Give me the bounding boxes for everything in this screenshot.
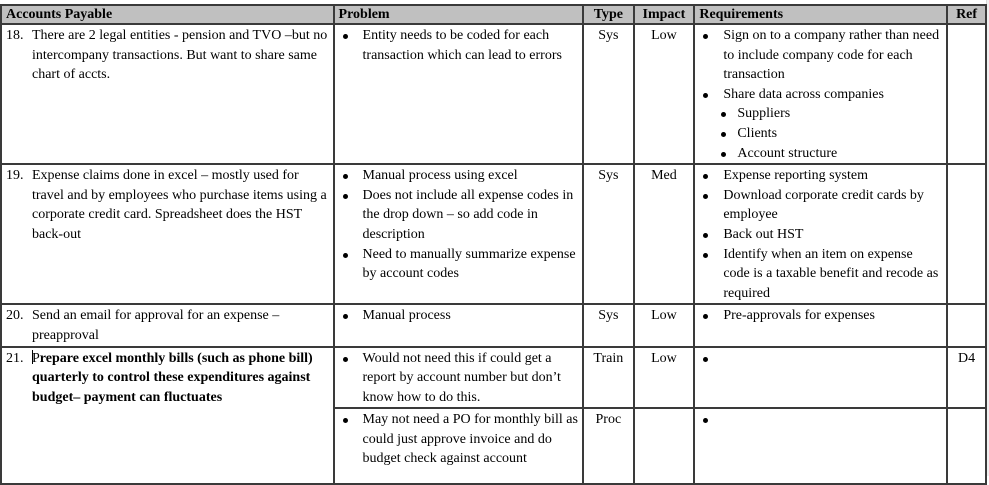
table-row-21	[1, 347, 986, 409]
cell-impact[interactable]: Low	[634, 304, 695, 346]
cell-ref[interactable]	[947, 408, 986, 484]
cell-impact[interactable]: Med	[634, 164, 695, 304]
requirement-bullet: Download corporate credit cards by employee	[699, 186, 942, 225]
cell-type[interactable]: Train	[583, 347, 633, 409]
item-number: 19.	[6, 168, 24, 184]
cell-accounts-payable[interactable]	[1, 304, 334, 346]
problem-bullet: Does not include all expense codes in the drop down – so add code in description	[339, 186, 579, 245]
cell-problem[interactable]	[334, 24, 584, 164]
cell-type[interactable]: Sys	[583, 164, 633, 304]
cell-type[interactable]: Sys	[583, 24, 633, 164]
requirement-bullet: Share data across companies	[699, 85, 942, 105]
cell-requirements[interactable]	[694, 304, 947, 346]
problem-bullet: Entity needs to be coded for each transaction which can lead to errors	[339, 26, 579, 65]
sub-requirement-bullet: Suppliers	[717, 104, 942, 124]
item-number: 20.	[6, 308, 24, 324]
header-row	[1, 5, 986, 24]
requirement-bullet: Expense reporting system	[699, 166, 942, 186]
cell-accounts-payable[interactable]	[1, 347, 334, 485]
header-accounts-payable: Accounts Payable	[1, 5, 334, 24]
cell-impact[interactable]: Low	[634, 24, 695, 164]
requirement-bullet: Sign on to a company rather than need to include company code for each transaction	[699, 26, 942, 85]
sub-requirement-bullet: Account structure	[717, 144, 942, 164]
cell-ref[interactable]	[947, 304, 986, 346]
problem-bullet: May not need a PO for monthly bill as could just approve invoice and do budget check against account	[339, 410, 579, 469]
problem-bullet: Would not need this if could get a report by account number but don’t know how to do this.	[339, 349, 579, 408]
cell-type[interactable]: Sys	[583, 304, 633, 346]
problem-bullet: Manual process	[339, 306, 579, 326]
requirement-bullet: Pre-approvals for expenses	[699, 306, 942, 326]
table-row-20	[1, 304, 986, 346]
cell-problem[interactable]	[334, 304, 584, 346]
cell-requirements[interactable]	[694, 24, 947, 164]
header-type: Type	[583, 5, 633, 24]
sub-requirement-bullet: Clients	[717, 124, 942, 144]
cell-problem[interactable]	[334, 164, 584, 304]
cell-problem[interactable]	[334, 408, 584, 484]
item-description-first-char: P	[32, 350, 40, 366]
cell-impact[interactable]: Low	[634, 347, 695, 409]
header-requirements: Requirements	[694, 5, 947, 24]
cell-requirements[interactable]	[694, 408, 947, 484]
header-ref: Ref	[947, 5, 986, 24]
accounts-payable-table	[0, 4, 987, 485]
requirement-bullet: Back out HST	[699, 225, 942, 245]
cell-requirements[interactable]	[694, 347, 947, 409]
problem-bullet: Need to manually summarize expense by account codes	[339, 245, 579, 284]
item-description: repare excel monthly bills (such as phone bill) quarterly to control these expenditures against budget– payment can fluctuates	[32, 350, 313, 405]
cell-accounts-payable[interactable]	[1, 24, 334, 164]
item-number: 18.	[6, 28, 24, 43]
item-description: There are 2 legal entities - pension and TVO –but no intercompany transactions. But want to share same chart of accts.	[32, 28, 328, 83]
table-row-18	[1, 24, 986, 164]
cell-impact[interactable]	[634, 408, 695, 484]
cell-problem[interactable]	[334, 347, 584, 409]
cell-accounts-payable[interactable]	[1, 164, 334, 304]
cell-ref[interactable]	[947, 24, 986, 164]
cell-type[interactable]: Proc	[583, 408, 633, 484]
problem-bullet: Manual process using excel	[339, 166, 579, 186]
item-number: 21.	[6, 350, 24, 366]
header-impact: Impact	[634, 5, 695, 24]
cell-ref[interactable]: D4	[947, 347, 986, 409]
header-problem: Problem	[334, 5, 584, 24]
cell-requirements[interactable]	[694, 164, 947, 304]
table-row-19	[1, 164, 986, 304]
requirement-bullet: Identify when an item on expense code is a taxable benefit and recode as required	[699, 245, 942, 304]
cell-ref[interactable]	[947, 164, 986, 304]
item-description: Expense claims done in excel – mostly used for travel and by employees who purchase items using a corporate credit card. Spreadsheet does the HST back-out	[32, 168, 327, 242]
item-description: Send an email for approval for an expense – preapproval	[32, 308, 280, 343]
